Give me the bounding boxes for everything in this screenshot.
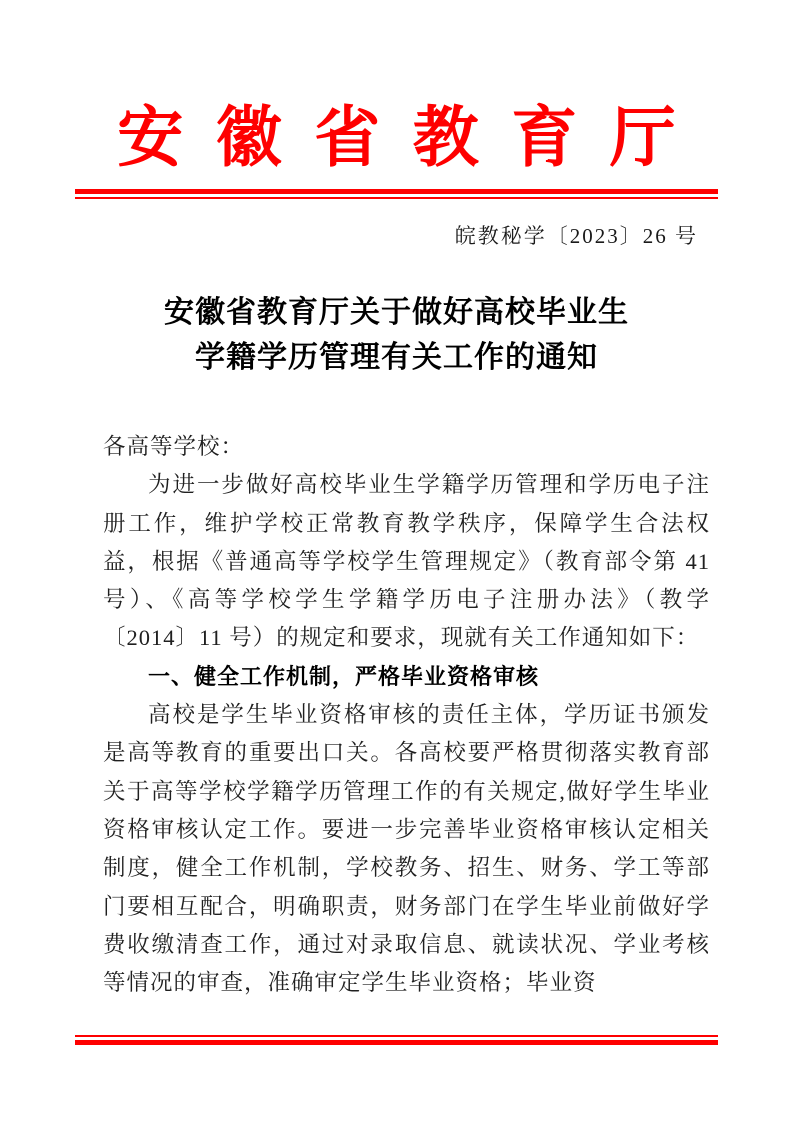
document-number: 皖教秘学〔2023〕26 号 [454, 224, 698, 248]
header-divider [75, 189, 718, 199]
intro-paragraph: 为进一步做好高校毕业生学籍学历管理和学历电子注册工作，维护学校正常教育教学秩序，保障学生合法权益，根据《普通高等学校学生管理规定》（教育部令第 41 号）、《高等学校学生学籍学历电子注册办法》（教学〔2014〕11 号）的规定和要求，现就有关工作通知如下： [103, 472, 710, 651]
document-title-line1: 安徽省教育厅关于做好高校毕业生 [164, 296, 629, 329]
document-title [0, 290, 793, 380]
section-1-paragraph: 高校是学生毕业资格审核的责任主体，学历证书颁发是高等教育的重要出口关。各高校要严格贯彻落实教育部关于高等学校学籍学历管理工作的有关规定,做好学生毕业资格审核认定工作。要进一步完善毕业资格审核认定相关制度，健全工作机制，学校教务、招生、财务、学工等部门要相互配合，明确职责，财务部门在学生毕业前做好学费收缴清查工作，通过对录取信息、就读状况、学业考核等情况的审查，准确审定学生毕业资格；毕业资 [103, 702, 710, 996]
salutation: 各高等学校： [103, 434, 245, 459]
document-title-line2: 学籍学历管理有关工作的通知 [195, 341, 598, 374]
footer-divider [75, 1035, 718, 1045]
agency-name: 安 徽 省 教 育 厅 [117, 102, 684, 175]
divider-bar-thin [75, 1035, 718, 1037]
section-1-heading: 一、健全工作机制，严格毕业资格审核 [148, 663, 540, 689]
divider-bar-thin [75, 197, 718, 199]
document-body [103, 428, 710, 1002]
divider-bar-thick [75, 1040, 718, 1045]
divider-bar-thick [75, 189, 718, 194]
